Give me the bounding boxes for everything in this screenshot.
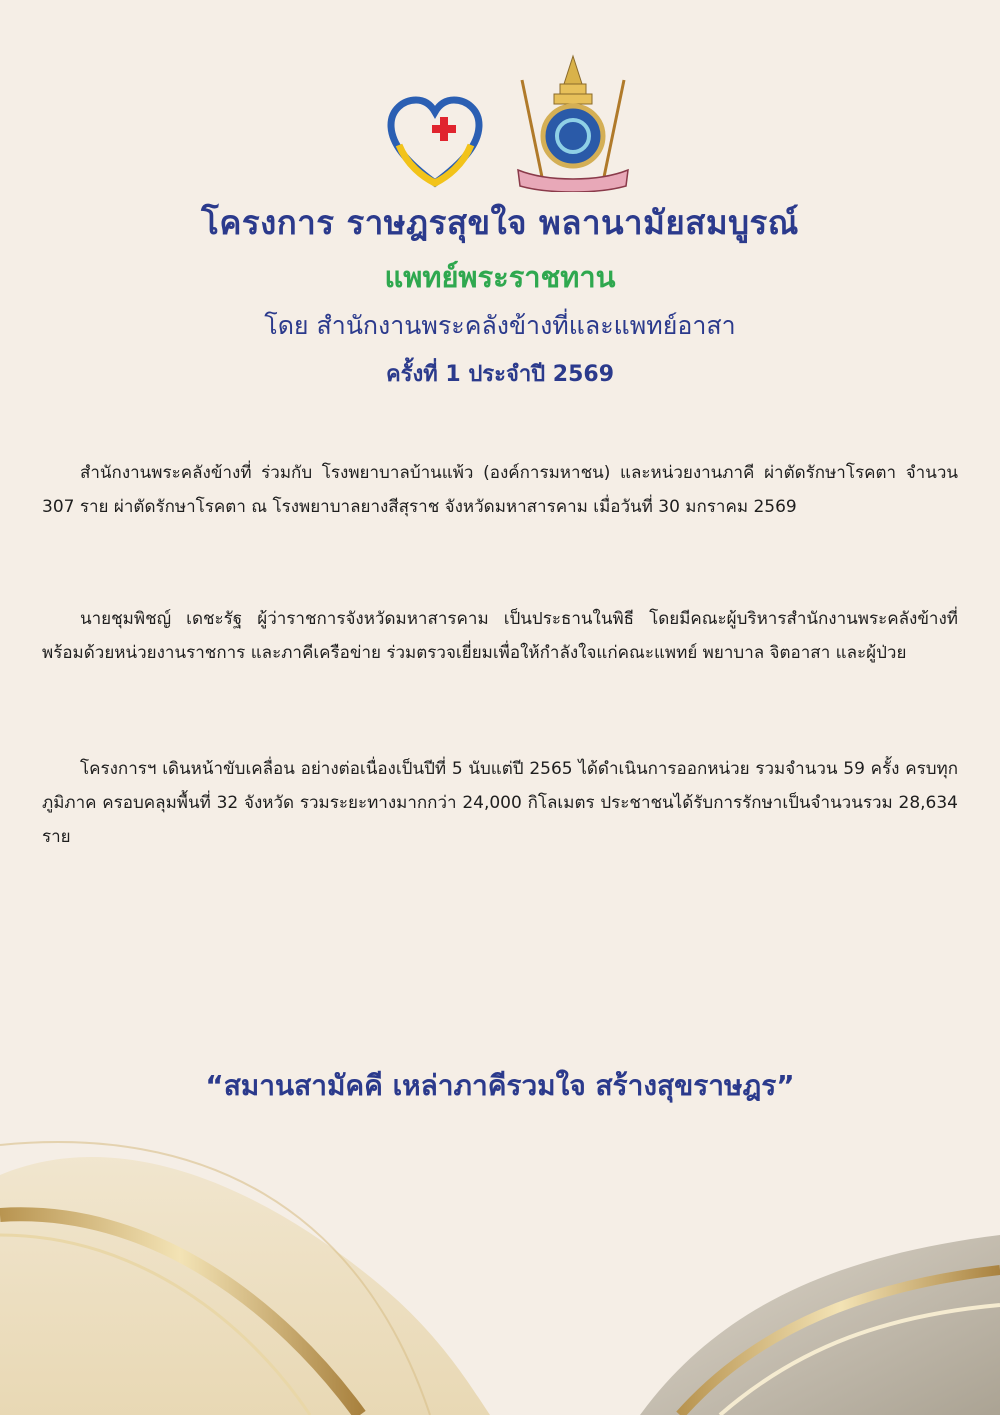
body-paragraph-3: โครงการฯ เดินหน้าขับเคลื่อน อย่างต่อเนื่องเป็นปีที่ 5 นับแต่ปี 2565 ได้ดำเนินการออกหน่วย รวมจำนวน 59 ครั้ง ครบทุกภูมิภาค ครอบคลุมพื้นที่ 32 จังหวัด รวมระยะทางมากกว่า 24,000 กิโลเมตร ประชาชนได้รับการรักษาเป็นจำนวนรวม 28,634 ราย xyxy=(42,759,958,847)
closing-quote: “สมานสามัคคี เหล่าภาคีรวมใจ สร้างสุขราษฎร” xyxy=(205,1069,795,1102)
body-paragraph-2: นายชุมพิชญ์ เดชะรัฐ ผู้ว่าราชการจังหวัดมหาสารคาม เป็นประธานในพิธี โดยมีคณะผู้บริหารสำนักงานพระคลังข้างที่ พร้อมด้วยหน่วยงานราชการ และภาคีเครือข่าย ร่วมตรวจเยี่ยมเพื่อให้กำลังใจแก่คณะแพทย์ พยาบาล จิตอาสา และผู้ป่วย xyxy=(42,609,958,663)
session-line: ครั้งที่ 1 ประจำปี 2569 xyxy=(385,362,615,387)
body-paragraph-1: สำนักงานพระคลังข้างที่ ร่วมกับ โรงพยาบาลบ้านแพ้ว (องค์การมหาชน) และหน่วยงานภาคี ผ่าตัดรักษาโรคตา จำนวน 307 ราย ผ่าตัดรักษาโรคตา ณ โรงพยาบาลยางสีสุราช จังหวัดมหาสารคาม เมื่อวันที่ 30 มกราคม 2569 xyxy=(42,463,958,517)
heart-logo-icon xyxy=(385,95,485,190)
organizer-line: โดย สำนักงานพระคลังข้างที่และแพทย์อาสา xyxy=(264,311,736,340)
gold-wave-decoration xyxy=(0,1085,1000,1415)
page-subtitle: แพทย์พระราชทาน xyxy=(384,260,616,294)
royal-seal-icon xyxy=(508,52,638,192)
page-title: โครงการ ราษฎรสุขใจ พลานามัยสมบูรณ์ xyxy=(201,203,799,242)
